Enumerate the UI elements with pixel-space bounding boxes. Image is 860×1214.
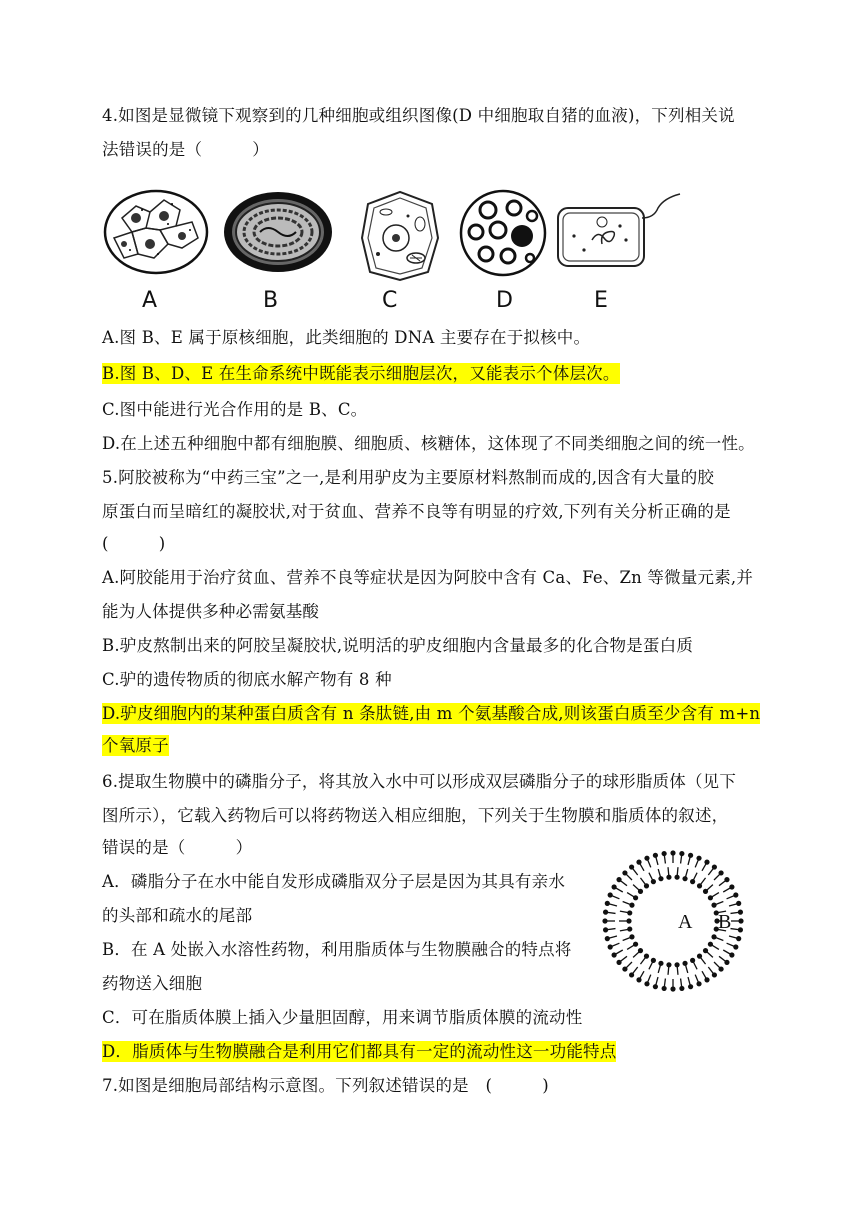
- q5-option-d-line2-text: 个氧原子: [102, 736, 169, 755]
- phospholipid-head: [636, 860, 641, 865]
- q6-stem-line2: 图所示），它载入药物后可以将药物送入相应细胞，下列关于生物膜和脂质体的叙述，: [102, 806, 729, 825]
- cell-image-c: [356, 188, 444, 284]
- q5-option-c: C.驴的遗传物质的彻底水解产物有 8 种: [102, 670, 392, 689]
- cell-image-e: [554, 188, 684, 270]
- phospholipid-tail: [639, 971, 644, 980]
- q4-option-c: C.图中能进行光合作用的是 B、C。: [102, 400, 368, 419]
- phospholipid-tail: [633, 951, 640, 958]
- phospholipid-tail: [632, 967, 638, 975]
- phospholipid-tail: [668, 867, 669, 877]
- phospholipid-head: [704, 977, 709, 982]
- liposome-label-b: B: [718, 911, 732, 933]
- cell-image-d: [458, 188, 548, 278]
- q6-option-d-text: D．脂质体与生物膜融合是利用它们都具有一定的流动性这一功能特点: [102, 1042, 617, 1061]
- phospholipid-tail: [649, 873, 653, 882]
- q6-option-b-line1: B．在 A 处嵌入水溶性药物，利用脂质体与生物膜融合的特点将: [102, 940, 572, 959]
- phospholipid-tail: [719, 956, 727, 962]
- phospholipid-tail: [677, 867, 678, 877]
- phospholipid-tail: [614, 950, 623, 955]
- q7-stem: 7.如图是细胞局部结构示意图。下列叙述错误的是 ( ): [102, 1076, 549, 1095]
- phospholipid-head: [644, 856, 649, 861]
- q5-stem-line3: ( ): [102, 534, 166, 553]
- phospholipid-tail: [719, 880, 727, 886]
- phospholipid-head: [733, 892, 738, 897]
- phospholipid-tail: [677, 965, 678, 975]
- liposome-diagram: [600, 848, 746, 994]
- q6-option-a-line2: 的头部和疏水的尾部: [102, 906, 253, 925]
- figure-label-e: E: [594, 288, 608, 313]
- phospholipid-tail: [706, 885, 713, 892]
- phospholipid-head: [729, 884, 734, 889]
- q4-option-a: A.图 B、E 属于原核细胞，此类细胞的 DNA 主要存在于拟核中。: [102, 328, 591, 347]
- phospholipid-tail: [668, 965, 669, 975]
- phospholipid-head: [696, 981, 701, 986]
- phospholipid-tail: [640, 956, 646, 964]
- phospholipid-head: [696, 856, 701, 861]
- phospholipid-tail: [627, 893, 636, 898]
- q4-option-d: D.在上述五种细胞中都有细胞膜、细胞质、核糖体，这体现了不同类细胞之间的统一性。: [102, 434, 755, 453]
- q4-option-b-text: B.图 B、D、E 在生命系统中既能表示细胞层次，又能表示个体层次。: [102, 364, 620, 383]
- q6-option-d: [102, 1040, 616, 1064]
- q5-stem-line2: 原蛋白而呈暗红的凝胶状,对于贫血、营养不良等有明显的疗效,下列有关分析正确的是: [102, 502, 731, 521]
- phospholipid-tail: [633, 885, 640, 892]
- q5-option-d-line2: [102, 734, 169, 758]
- phospholipid-head: [729, 952, 734, 957]
- phospholipid-head: [636, 977, 641, 982]
- phospholipid-head: [608, 892, 613, 897]
- phospholipid-tail: [700, 956, 706, 964]
- phospholipid-tail: [700, 878, 706, 886]
- phospholipid-head: [612, 952, 617, 957]
- phospholipid-tail: [625, 962, 632, 969]
- phospholipid-head: [608, 944, 613, 949]
- figure-label-a: A: [142, 288, 158, 313]
- phospholipid-tail: [614, 887, 623, 892]
- phospholipid-tail: [639, 862, 644, 871]
- phospholipid-tail: [714, 873, 721, 880]
- figure-label-b: B: [263, 288, 279, 313]
- phospholipid-tail: [619, 956, 627, 962]
- phospholipid-tail: [702, 971, 707, 980]
- q6-option-c: C．可在脂质体膜上插入少量胆固醇，用来调节脂质体膜的流动性: [102, 1008, 583, 1027]
- q5-option-d-line1: [102, 702, 760, 726]
- liposome-inner-layer: [619, 867, 727, 975]
- q6-option-a-line1: A．磷脂分子在水中能自发形成磷脂双分子层是因为其具有亲水: [102, 872, 566, 891]
- phospholipid-tail: [632, 867, 638, 875]
- q5-option-d-line1-text: D.驴皮细胞内的某种蛋白质含有 n 条肽链,由 m 个氨基酸合成,则该蛋白质至少含有 m+n: [102, 704, 761, 723]
- q5-option-b: B.驴皮熬制出来的阿胶呈凝胶状,说明活的驴皮细胞内含量最多的化合物是蛋白质: [102, 636, 694, 655]
- phospholipid-head: [644, 981, 649, 986]
- phospholipid-tail: [714, 962, 721, 969]
- phospholipid-tail: [723, 950, 732, 955]
- phospholipid-tail: [702, 862, 707, 871]
- phospholipid-tail: [625, 873, 632, 880]
- phospholipid-tail: [693, 960, 697, 969]
- phospholipid-tail: [710, 944, 719, 949]
- q5-stem-line1: 5.阿胶被称为“中药三宝”之一,是利用驴皮为主要原材料熬制而成的,因含有大量的胶: [102, 468, 715, 487]
- phospholipid-tail: [640, 878, 646, 886]
- liposome-label-a: A: [678, 911, 693, 933]
- q4-stem-line2: 法错误的是（ ）: [102, 140, 269, 159]
- q6-stem-line3: 错误的是（ ）: [102, 838, 253, 857]
- q4-stem-line1: 4.如图是显微镜下观察到的几种细胞或组织图像(D 中细胞取自猪的血液)，下列相关说: [102, 106, 735, 125]
- q6-option-b-line2: 药物送入细胞: [102, 974, 203, 993]
- phospholipid-tail: [693, 873, 697, 882]
- phospholipid-tail: [619, 880, 627, 886]
- figure-label-c: C: [382, 288, 398, 313]
- cell-image-b: [222, 188, 334, 276]
- phospholipid-head: [733, 944, 738, 949]
- q5-option-a-line2: 能为人体提供多种必需氨基酸: [102, 602, 320, 621]
- phospholipid-tail: [708, 967, 714, 975]
- q5-option-a-line1: A.阿胶能用于治疗贫血、营养不良等症状是因为阿胶中含有 Ca、Fe、Zn 等微量元素,并: [102, 568, 754, 587]
- q4-figure-row: [98, 188, 698, 323]
- phospholipid-tail: [627, 944, 636, 949]
- phospholipid-head: [612, 884, 617, 889]
- phospholipid-tail: [649, 960, 653, 969]
- figure-label-d: D: [496, 288, 513, 313]
- phospholipid-tail: [710, 893, 719, 898]
- cell-image-a: [102, 188, 210, 276]
- q4-option-b-highlighted: [102, 362, 620, 386]
- phospholipid-tail: [723, 887, 732, 892]
- q6-stem-line1: 6.提取生物膜中的磷脂分子，将其放入水中可以形成双层磷脂分子的球形脂质体（见下: [102, 772, 737, 791]
- phospholipid-tail: [708, 867, 714, 875]
- phospholipid-head: [704, 860, 709, 865]
- phospholipid-tail: [706, 951, 713, 958]
